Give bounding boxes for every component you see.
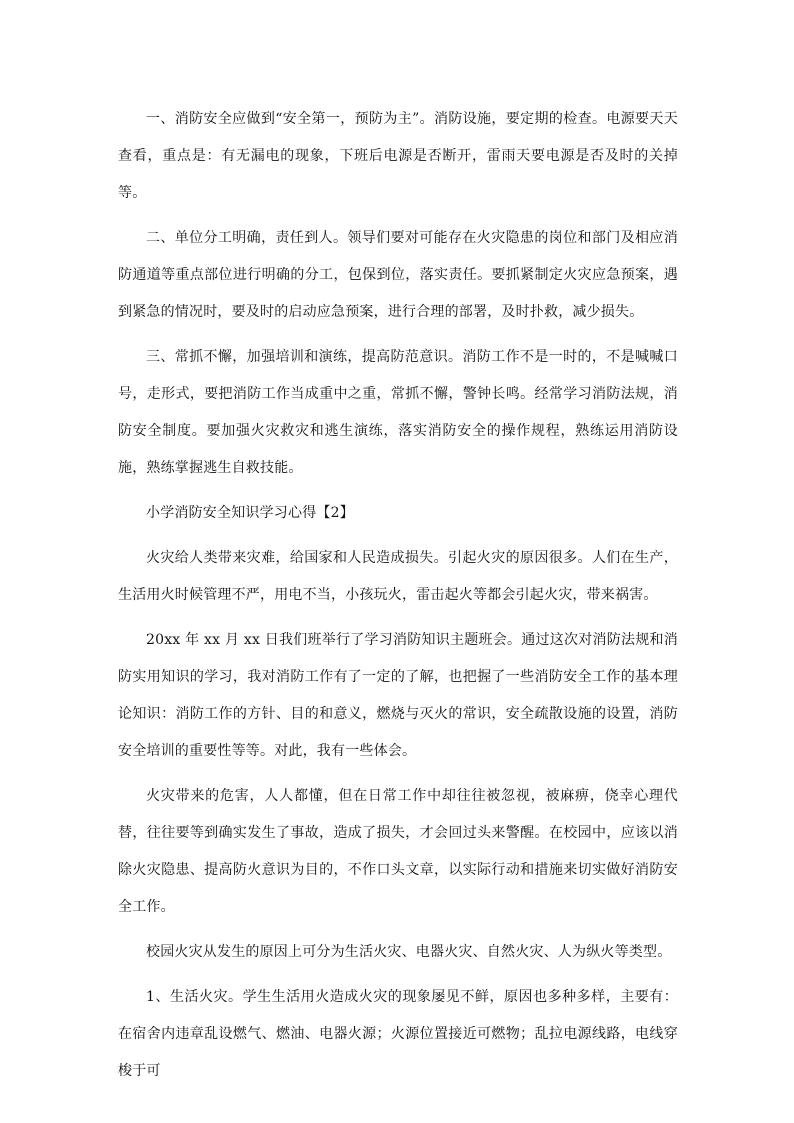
paragraph-7: 校园火灾从发生的原因上可分为生活火灾、电器火灾、自然火灾、人为纵火等类型。 [146, 944, 672, 960]
paragraph-5: 20xx 年 xx 月 xx 日我们班举行了学习消防知识主题班会。通过这次对消防法规和消防实用知识的学习，我对消防工作有了一定的了解，也把握了一些消防安全工作的基本理论知识：消防工作的方针、目的和意义，燃烧与灭火的常识，安全疏散设施的设置，消防安全培训的重要性等等。对此，我有一些体会。 [118, 632, 678, 759]
paragraph-4: 火灾给人类带来灾难，给国家和人民造成损失。引起火灾的原因很多。人们在生产，生活用火时候管理不严，用电不当，小孩玩火，雷击起火等都会引起火灾，带来祸害。 [118, 550, 678, 603]
document-body [118, 101, 678, 1098]
paragraph-2: 二、单位分工明确，责任到人。领导们要对可能存在火灾隐患的岗位和部门及相应消防通道等重点部位进行明确的分工，包保到位，落实责任。要抓紧制定火灾应急预案，遇到紧急的情况时，要及时的启动应急预案，进行合理的部署，及时扑救，减少损失。 [118, 230, 678, 320]
section-title: 小学消防安全知识学习心得【2】 [146, 505, 354, 521]
paragraph-1: 一、消防安全应做到“安全第一，预防为主”。消防设施，要定期的检查。电源要天天查看，重点是：有无漏电的现象，下班后电源是否断开，雷雨天要电源是否及时的关掉等。 [118, 111, 678, 201]
paragraph-6: 火灾带来的危害，人人都懂，但在日常工作中却往往被忽视，被麻痹，侥幸心理代替，往往要等到确实发生了事故，造成了损失，才会回过头来警醒。在校园中，应该以消除火灾隐患、提高防火意识为目的，不作口头文章，以实际行动和措施来切实做好消防安全工作。 [118, 788, 678, 915]
paragraph-3: 三、常抓不懈，加强培训和演练，提高防范意识。消防工作不是一时的，不是喊喊口号，走形式，要把消防工作当成重中之重，常抓不懈，警钟长鸣。经常学习消防法规，消防安全制度。要加强火灾救灾和逃生演练，落实消防安全的操作规程，熟练运用消防设施，熟练掌握逃生自救技能。 [118, 349, 678, 476]
paragraph-8: 1、生活火灾。学生生活用火造成火灾的现象屡见不鲜，原因也多种多样，主要有：在宿舍内违章乱设燃气、燃油、电器火源；火源位置接近可燃物；乱拉电源线路，电线穿梭于可 [118, 989, 678, 1079]
